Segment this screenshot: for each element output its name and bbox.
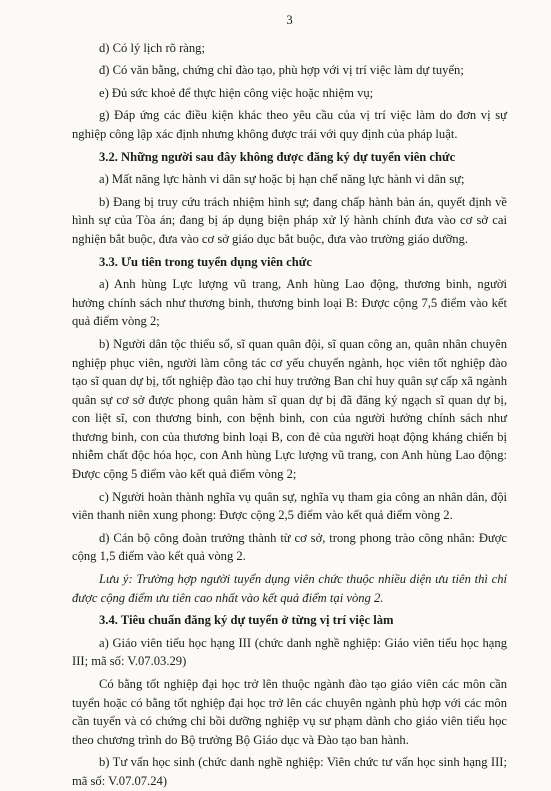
heading-3-2: 3.2. Những người sau đây không được đăng ký dự tuyển viên chức: [99, 149, 456, 164]
heading-3-3: 3.3. Ưu tiên trong tuyển dụng viên chức: [99, 254, 312, 269]
item-3-4-b: b) Tư vấn học sinh (chức danh nghề nghiệp: Viên chức tư vấn học sinh hạng III; mã số: V.07.07.24): [72, 755, 507, 788]
item-3-3-a: a) Anh hùng Lực lượng vũ trang, Anh hùng Lao động, thương binh, người hưởng chính sách như thương binh, thương binh loại B: Được cộng 7,5 điểm vào kết quả điểm vòng 2;: [72, 277, 507, 329]
item-3-2-a: a) Mất năng lực hành vi dân sự hoặc bị hạn chế năng lực hành vi dân sự;: [99, 172, 465, 187]
item-3-3-c: c) Người hoàn thành nghĩa vụ quân sự, nghĩa vụ tham gia công an nhân dân, đội viên thanh niên xung phong: Được cộng 2,5 điểm vào kết quả điểm vòng 2.: [72, 489, 507, 523]
item-d: d) Có lý lịch rõ ràng;: [99, 40, 205, 55]
item-dd: đ) Có văn bằng, chứng chỉ đào tạo, phù hợp với vị trí việc làm dự tuyển;: [99, 63, 464, 78]
item-3-3-d: d) Cán bộ công đoàn trưởng thành từ cơ sở, trong phong trào công nhân: Được cộng 1,5 điểm vào kết quả vòng 2.: [72, 530, 507, 564]
item-3-2-b: b) Đang bị truy cứu trách nhiệm hình sự; đang chấp hành bản án, quyết định về hình sự của Tòa án; đang bị áp dụng biện pháp xử lý hành chính đưa vào cơ sở cai nghiện bắt buộc, đưa vào cơ sở giáo dục bắt buộc, đưa vào trường giáo dưỡng.: [72, 194, 507, 246]
item-3-4-a: a) Giáo viên tiểu học hạng III (chức danh nghề nghiệp: Giáo viên tiểu học hạng III; mã số: V.07.03.29): [72, 635, 507, 669]
heading-3-4: 3.4. Tiêu chuẩn đăng ký dự tuyển ở từng vị trí việc làm: [99, 613, 394, 628]
note-3-3: Lưu ý: Trường hợp người tuyển dụng viên chức thuộc nhiều diện ưu tiên thì chỉ được cộng điểm ưu tiên cao nhất vào kết quả điểm tại vòng 2.: [72, 572, 507, 605]
item-g: g) Đáp ứng các điều kiện khác theo yêu cầu của vị trí việc làm do đơn vị sự nghiệp công lập xác định nhưng không được trái với quy định của pháp luật.: [72, 108, 507, 141]
item-3-4-a-detail: Có bằng tốt nghiệp đại học trở lên thuộc ngành đào tạo giáo viên các môn cần tuyển hoặc có bằng tốt nghiệp đại học trở lên các chuyên ngành phù hợp với các môn cần tuyển và có chứng chỉ bồi dưỡng nghiệp vụ sư phạm dành cho giáo viên tiểu học theo chương trình do Bộ trưởng Bộ Giáo dục và Đào tạo ban hành.: [72, 677, 507, 747]
item-3-3-b: b) Người dân tộc thiểu số, sĩ quan quân đội, sĩ quan công an, quân nhân chuyên nghiệp phục viên, người làm công tác cơ yếu chuyển ngành, học viên tốt nghiệp đào tạo sĩ quan dự bị, tốt nghiệp đào tạo chỉ huy trưởng Ban chỉ huy quân sự cấp xã ngành quân sự cơ sở được phong quân hàm sĩ quan dự bị đã đăng ký ngạch sĩ quan dự bị, con liệt sĩ, con thương binh, con bệnh binh, con của người hưởng chính sách như thương binh, con của thương binh loại B, con đẻ của người hoạt động kháng chiến bị nhiễm chất độc hóa học, con Anh hùng Lực lượng vũ trang, con Anh hùng Lao động: Được cộng 5 điểm vào kết quả điểm vòng 2;: [72, 336, 507, 482]
page-number: 3: [286, 13, 293, 27]
item-e: e) Đủ sức khoẻ để thực hiện công việc hoặc nhiệm vụ;: [99, 85, 374, 100]
